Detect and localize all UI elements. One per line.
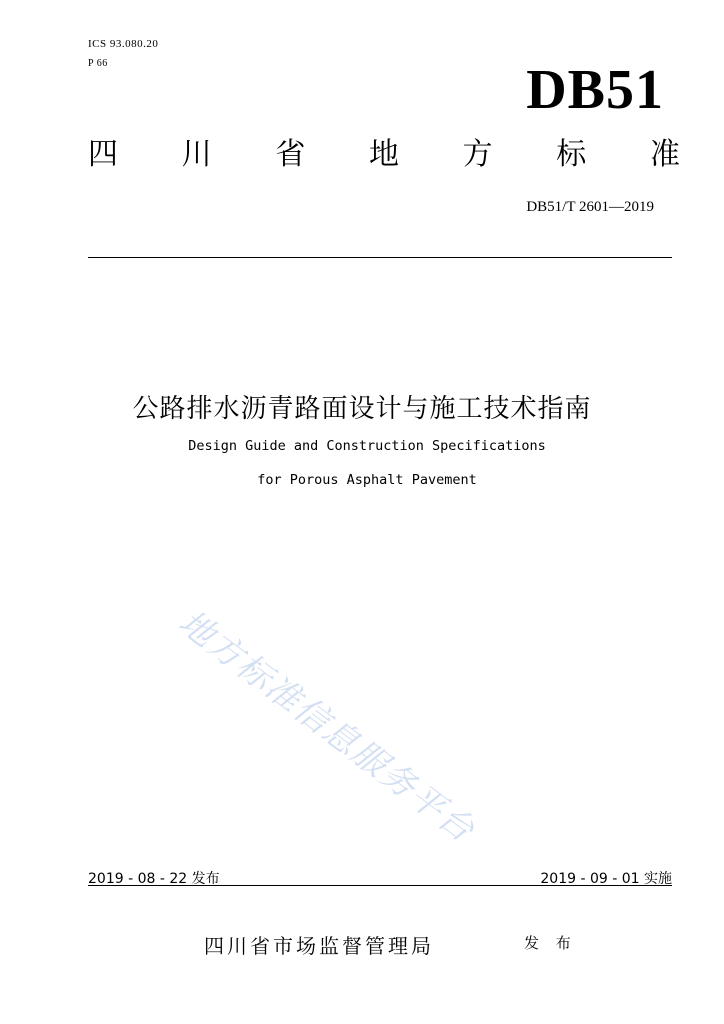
implementation-date: 2019 - 09 - 01 实施 [540, 871, 672, 887]
standard-type [88, 137, 680, 172]
header-divider [88, 257, 672, 258]
standard-type-char: 标 [556, 137, 587, 172]
document-title-english-line2: for Porous Asphalt Pavement [257, 472, 477, 488]
standard-type-char: 省 [275, 137, 306, 172]
document-title-chinese: 公路排水沥青路面设计与施工技术指南 [132, 394, 592, 424]
standard-type-char: 川 [181, 137, 212, 172]
standard-number: DB51/T 2601—2019 [526, 199, 654, 215]
date-divider [88, 885, 672, 886]
standard-type-char: 准 [649, 137, 680, 172]
ics-code: ICS 93.080.20 [88, 38, 159, 50]
standard-type-char: 地 [368, 137, 399, 172]
db51-logo: DB51 [526, 59, 664, 121]
watermark: 地方标准信息服务平台 [171, 602, 483, 851]
standard-type-char: 方 [462, 137, 493, 172]
ccs-code: P 66 [88, 58, 108, 69]
issue-date: 2019 - 08 - 22 发布 [88, 871, 220, 887]
document-title-english-line1: Design Guide and Construction Specifications [188, 438, 546, 454]
release-label: 发 布 [524, 934, 577, 952]
standard-type-char: 四 [88, 137, 118, 172]
issuing-authority: 四川省市场监督管理局 [204, 934, 434, 958]
